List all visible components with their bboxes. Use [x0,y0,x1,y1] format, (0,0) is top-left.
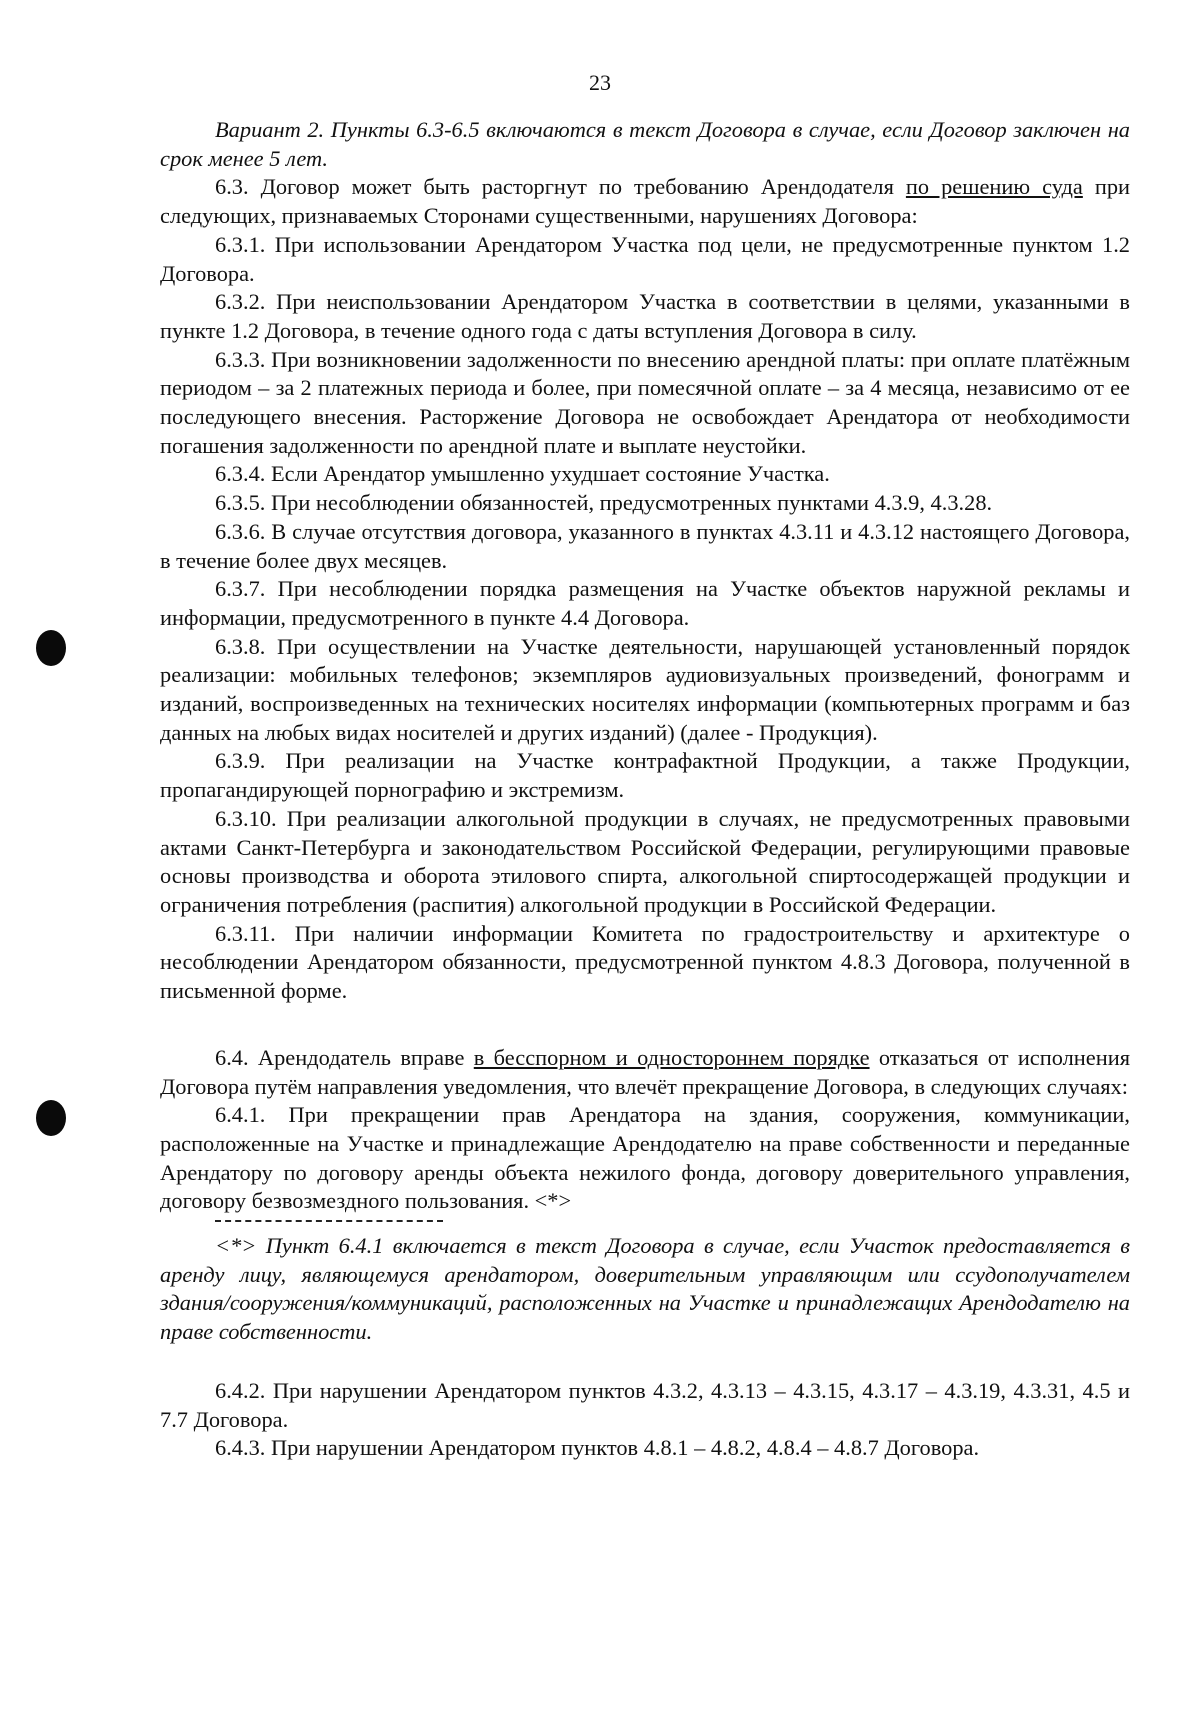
document-body [160,116,1130,1463]
footnote-separator [215,1220,443,1230]
clause-6-3-11: 6.3.11. При наличии информации Комитета по градостроительству и архитектуре о несоблюдении Арендатором обязанности, предусмотренной пунктом 4.8.3 Договора, полученной в письменной форме. [160,920,1130,1004]
variant-note: Вариант 2. Пункты 6.3-6.5 включаются в текст Договора в случае, если Договор заключен на срок менее 5 лет. [160,117,1130,171]
clause-6-3-9: 6.3.9. При реализации на Участке контрафактной Продукции, а также Продукции, пропагандирующей порнографию и экстремизм. [160,748,1130,803]
clause-6-3-5: 6.3.5. При несоблюдении обязанностей, предусмотренных пунктами 4.3.9, 4.3.28. [215,490,993,516]
clause-6-3 [160,173,1130,230]
clause-6-3-text-b: при следующих, признаваемых Сторонами существенными, нарушениях Договора: [160,174,1130,229]
clause-6-3-2: 6.3.2. При неиспользовании Арендатором Участка в соответствии в целями, указанными в пункте 1.2 Договора, в течение одного года с даты вступления Договора в силу. [160,289,1130,343]
clause-6-4-underlined: в бесспорном и одностороннем порядке [473,1044,870,1070]
clause-6-4-2: 6.4.2. При нарушении Арендатором пунктов 4.3.2, 4.3.13 – 4.3.15, 4.3.17 – 4.3.19, 4.3.31, 4.5 и 7.7 Договора. [160,1377,1130,1432]
clause-6-3-7: 6.3.7. При несоблюдении порядка размещения на Участке объектов наружной рекламы и информации, предусмотренного в пункте 4.4 Договора. [160,576,1130,630]
punch-hole-mark [36,1100,66,1136]
punch-hole-mark [36,630,66,666]
page-number: 23 [589,70,611,95]
clause-6-4-text-b: отказаться от исполнения Договора путём направления уведомления, что влечёт прекращение Договора, в следующих случаях: [160,1044,1130,1099]
footnote: <*> Пункт 6.4.1 включается в текст Договора в случае, если Участок предоставляется в аренду лицу, являющемуся арендатором, доверительным управляющим или ссудополучателем здания/сооружения/коммуникаций, расположенных на Участке и принадлежащих Арендодателю на праве собственности. [160,1233,1130,1345]
clause-6-3-underlined: по решению суда [905,174,1083,200]
clause-6-3-text-a: 6.3. Договор может быть расторгнут по требованию Арендодателя [215,174,906,200]
clause-6-3-6: 6.3.6. В случае отсутствия договора, указанного в пунктах 4.3.11 и 4.3.12 настоящего Договора, в течение более двух месяцев. [160,518,1130,573]
clause-6-3-4: 6.3.4. Если Арендатор умышленно ухудшает состояние Участка. [215,461,830,487]
clause-6-3-1: 6.3.1. При использовании Арендатором Участка под цели, не предусмотренные пунктом 1.2 Договора. [160,231,1130,286]
clause-6-3-10: 6.3.10. При реализации алкогольной продукции в случаях, не предусмотренных правовыми актами Санкт-Петербурга и законодательством Российской Федерации, регулирующими правовые основы производства и оборота этилового спирта, алкогольной спиртосодержащей продукции и ограничения потребления (распития) алкогольной продукции в Российской Федерации. [160,805,1130,917]
clause-6-4 [160,1044,1130,1101]
clause-6-4-1: 6.4.1. При прекращении прав Арендатора на здания, сооружения, коммуникации, расположенные на Участке и принадлежащие Арендодателю на праве собственности и переданные Арендатору по договору аренды объекта нежилого фонда, договору доверительного управления, договору безвозмездного пользования. <*> [160,1102,1130,1214]
clause-6-4-text-a: 6.4. Арендодатель вправе [215,1044,474,1070]
clause-6-3-3: 6.3.3. При возникновении задолженности по внесению арендной платы: при оплате платёжным периодом – за 2 платежных периода и более, при помесячной оплате – за 4 месяца, независимо от ее последующего внесения. Расторжение Договора не освобождает Арендатора от необходимости погашения задолженности по арендной плате и выплате неустойки. [160,346,1130,458]
clause-6-3-8: 6.3.8. При осуществлении на Участке деятельности, нарушающей установленный порядок реализации: мобильных телефонов; экземпляров аудиовизуальных произведений, фонограмм и изданий, воспроизведенных на технических носителях информации (компьютерных программ и баз данных на любых видах носителей и других изданий) (далее - Продукция). [160,633,1130,745]
clause-6-4-3: 6.4.3. При нарушении Арендатором пунктов 4.8.1 – 4.8.2, 4.8.4 – 4.8.7 Договора. [215,1435,980,1461]
